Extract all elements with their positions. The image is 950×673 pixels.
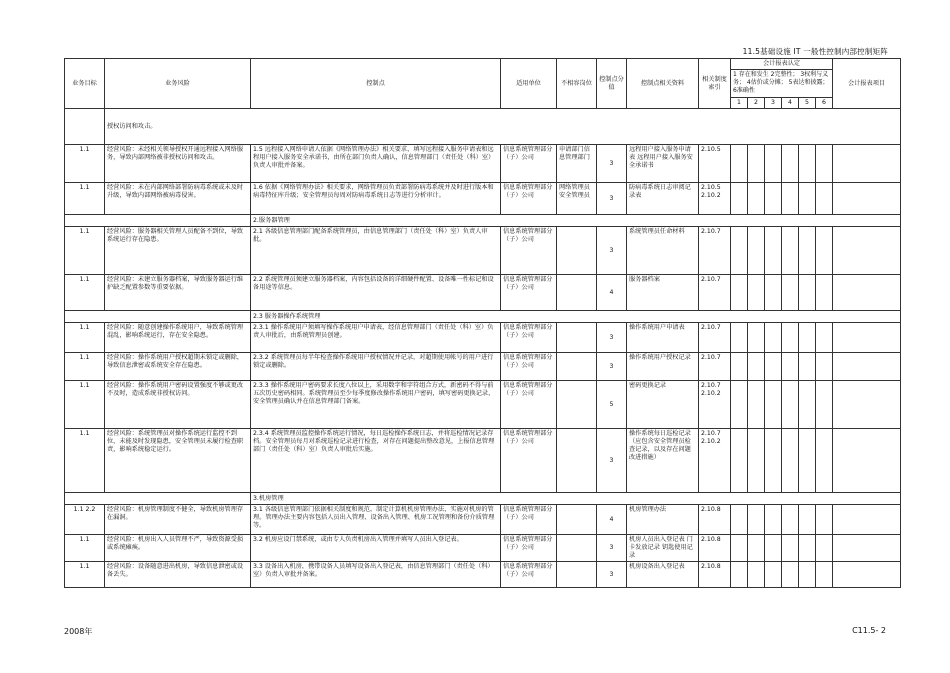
assertion-cell [748,562,765,588]
assertion-cell [731,505,748,535]
assertion-cell [816,183,833,215]
document-title: 11.5基础设施 IT 一般性控制内部控制矩阵 [742,47,888,56]
assertion-cell [782,505,799,535]
report-item-cell [833,145,901,183]
incompatible-cell [557,562,597,588]
assertion-cell [799,145,816,183]
assertion-cell [731,275,748,311]
index-cell: 2.10.7 [699,275,731,311]
header-score: 控制点分值 [597,59,627,109]
control-cell: 1.5 远程接入网络申请人依据《网络管理办法》相关要求，填写远程接入服务申请表和远程用户接入服务安全承诺书，由所在部门负责人确认，信息管理部门（责任处（科）室）负责人审批并备案。 [251,145,501,183]
materials-cell: 机房设备出入登记表 [627,562,699,588]
risk-cell: 经营风险：机房出入人员管理不严，导致资源受损或系统瘫痪。 [105,535,251,562]
assertion-cell [782,429,799,493]
objective-cell: 1.1 [65,381,105,429]
table-row [65,353,901,381]
control-matrix-table [64,58,901,588]
objective-cell: 1.1 2.2 [65,505,105,535]
risk-cell: 经营风险：未在内部网络部署防病毒系统或未及时升级，导致内部网络被病毒侵害。 [105,183,251,215]
continuation-note: 授权访问和攻击。 [105,109,901,145]
assertion-num-4: 4 [782,98,799,109]
assertion-cell [799,429,816,493]
header-control: 控制点 [251,59,501,109]
materials-cell: 系统管理员任命材料 [627,227,699,275]
materials-cell: 服务器档案 [627,275,699,311]
assertion-cell [731,145,748,183]
assertion-cell [731,183,748,215]
incompatible-cell: 网络管理员安全管理员 [557,183,597,215]
assertion-cell [765,381,782,429]
control-cell: 2.3.4 系统管理员监控操作系统运行情况，每日巡检操作系统日志，并将巡检情况记录存档。安全管理员每月对系统巡检记录进行检查，对存在问题提出整改意见，上报信息管理部门（责任处（科）室）负责人审批后实施。 [251,429,501,493]
assertion-cell [799,323,816,353]
index-cell: 2.10.7 2.10.2 [699,429,731,493]
objective-cell: 1.1 [65,562,105,588]
table-row [65,275,901,311]
index-cell: 2.10.8 [699,505,731,535]
assertion-cell [748,275,765,311]
assertion-cell [799,381,816,429]
assertion-cell [765,535,782,562]
risk-cell: 经营风险：设备随意进出机房，导致信息泄密或设备丢失。 [105,562,251,588]
report-item-cell [833,227,901,275]
index-cell: 2.10.5 [699,145,731,183]
report-item-cell [833,381,901,429]
control-cell: 2.1 各级信息管理部门配备系统管理员，由信息管理部门（责任处（科）室）负责人审批。 [251,227,501,275]
assertion-cell [782,145,799,183]
unit-cell: 信息系统管理部分（子）公司 [501,429,557,493]
score-cell: 3 [597,183,627,215]
assertion-num-5: 5 [799,98,816,109]
index-cell: 2.10.7 [699,353,731,381]
assertion-cell [765,429,782,493]
header-objective: 业务目标 [65,59,105,109]
materials-cell: 机房管理办法 [627,505,699,535]
incompatible-cell [557,227,597,275]
unit-cell: 信息系统管理部分（子）公司 [501,145,557,183]
control-cell: 1.6 依据《网络管理办法》相关要求，网络管理员负责部署防病毒系统并及时进行版本和病毒特征库升级；安全管理员每周对防病毒系统日志等进行分析审计。 [251,183,501,215]
score-cell: 3 [597,353,627,381]
assertion-cell [782,562,799,588]
assertion-cell [765,562,782,588]
report-item-cell [833,353,901,381]
materials-cell: 操作系统用户授权记录 [627,353,699,381]
assertion-cell [748,381,765,429]
assertion-cell [765,505,782,535]
control-cell: 3.2 机房应设门禁系统，或由专人负责机房出入管理并填写人员出入登记表。 [251,535,501,562]
objective-cell: 1.1 [65,429,105,493]
assertion-cell [816,145,833,183]
header-materials: 控制点相关资料 [627,59,699,109]
assertion-cell [799,353,816,381]
index-cell: 2.10.7 [699,323,731,353]
risk-cell: 经营风险：随意创建操作系统用户，导致系统管理混乱，影响系统运行，存在安全隐患。 [105,323,251,353]
unit-cell: 信息系统管理部分（子）公司 [501,183,557,215]
assertion-cell [816,227,833,275]
score-cell: 5 [597,381,627,429]
table-body [65,109,901,588]
unit-cell: 信息系统管理部分（子）公司 [501,535,557,562]
footer-year: 2008年 [64,627,93,636]
assertion-cell [748,505,765,535]
unit-cell: 信息系统管理部分（子）公司 [501,505,557,535]
incompatible-cell [557,353,597,381]
header-incompatible: 不相容岗位 [557,59,597,109]
score-cell: 3 [597,145,627,183]
report-item-cell [833,535,901,562]
assertion-cell [731,323,748,353]
score-cell: 3 [597,562,627,588]
index-cell: 2.10.5 2.10.2 [699,183,731,215]
section-row [65,311,901,323]
unit-cell: 信息系统管理部分（子）公司 [501,353,557,381]
unit-cell: 信息系统管理部分（子）公司 [501,381,557,429]
objective-cell: 1.1 [65,535,105,562]
assertion-cell [816,562,833,588]
assertion-cell [748,535,765,562]
assertion-cell [816,429,833,493]
assertion-cell [782,323,799,353]
assertion-cell [799,227,816,275]
materials-cell: 操作系统每日巡检记录（应包含安全管理员检查记录，以及存在问题改进措施） [627,429,699,493]
control-cell: 2.3.3 操作系统用户密码要求长度八位以上，采用数字和字符组合方式，新密码不得与前五次历史密码相同。系统管理员至少每季度修改操作系统用户密码，填写密码更换记录，安全管理员确认并在信息管理部门备案。 [251,381,501,429]
report-item-cell [833,275,901,311]
assertion-cell [731,353,748,381]
score-cell: 3 [597,535,627,562]
incompatible-cell [557,381,597,429]
table-row [65,183,901,215]
index-cell: 2.10.7 2.10.2 [699,381,731,429]
assertion-cell [816,323,833,353]
footer-page-code: C11.5- 2 [852,626,886,635]
assertion-num-6: 6 [816,98,833,109]
report-item-cell [833,429,901,493]
table-row [65,381,901,429]
header-assertion-group: 会计报表认定 [731,59,833,70]
section-row [65,215,901,227]
materials-cell: 远程用户接入服务申请表 远程用户接入服务安全承诺书 [627,145,699,183]
assertion-cell [782,275,799,311]
risk-cell: 经营风险：操作系统用户授权超期未锁定或删除，导致信息泄密或系统安全存在隐患。 [105,353,251,381]
score-cell: 4 [597,505,627,535]
risk-cell: 经营风险：服务器相关管理人员配备不到位，导致系统运行存在隐患。 [105,227,251,275]
control-cell: 2.3.2 系统管理员每半年检查操作系统用户授权情况并记录，对超期使用帐号的用户进行锁定或删除。 [251,353,501,381]
assertion-cell [782,183,799,215]
section-row [65,109,901,145]
header-assertion-desc: 1 存在和发生 2完整性； 3权利与义务； 4估价或分摊； 5表达和披露； 6准确性 [731,70,833,98]
report-item-cell [833,183,901,215]
assertion-cell [816,381,833,429]
incompatible-cell [557,275,597,311]
control-cell: 2.2 系统管理员须建立服务器档案，内容包括设备的详细硬件配置、设备唯一性标记和设备用途等信息。 [251,275,501,311]
section-heading: 2.3 服务器操作系统管理 [251,311,901,323]
assertion-cell [782,353,799,381]
table-row [65,227,901,275]
risk-cell: 经营风险：操作系统用户密码设置强度不够或更改不及时，造成系统非授权访问。 [105,381,251,429]
risk-cell: 经营风险：机房管理制度不健全，导致机房管理存在漏洞。 [105,505,251,535]
unit-cell: 信息系统管理部分（子）公司 [501,275,557,311]
assertion-cell [782,227,799,275]
assertion-cell [799,183,816,215]
assertion-cell [799,275,816,311]
table-row [65,562,901,588]
section-heading: 2.服务器管理 [251,215,901,227]
materials-cell: 操作系统用户申请表 [627,323,699,353]
assertion-cell [731,535,748,562]
incompatible-cell [557,429,597,493]
objective-cell: 1.1 [65,353,105,381]
assertion-cell [765,323,782,353]
risk-cell: 经营风险：未经相关领导授权开通远程接入网络服务，导致内部网络被非授权访问和攻击。 [105,145,251,183]
incompatible-cell [557,505,597,535]
assertion-cell [765,353,782,381]
score-cell: 3 [597,323,627,353]
objective-cell: 1.1 [65,275,105,311]
header-index: 相关制度索引 [699,59,731,109]
table-row [65,535,901,562]
control-cell: 3.1 各级信息管理部门依据相关制度和规范，制定计算机机房管理办法，实施对机房的管理。管理办法主要内容包括人员出入管理、设备出入管理、机房工况管理和备份介质管理等。 [251,505,501,535]
header-risk: 业务风险 [105,59,251,109]
risk-cell: 经营风险：未建立服务器档案，导致服务器运行维护缺乏配置参数等重要依据。 [105,275,251,311]
unit-cell: 信息系统管理部分（子）公司 [501,227,557,275]
materials-cell: 防病毒系统日志审阅记录表 [627,183,699,215]
objective-cell: 1.1 [65,183,105,215]
assertion-cell [765,183,782,215]
assertion-cell [765,145,782,183]
assertion-cell [816,353,833,381]
incompatible-cell [557,535,597,562]
assertion-cell [799,505,816,535]
table-header [65,59,901,109]
index-cell: 2.10.8 [699,562,731,588]
report-item-cell [833,562,901,588]
assertion-cell [748,183,765,215]
assertion-cell [799,535,816,562]
assertion-cell [748,145,765,183]
assertion-cell [816,505,833,535]
section-row [65,493,901,505]
incompatible-cell [557,323,597,353]
report-item-cell [833,323,901,353]
unit-cell: 信息系统管理部分（子）公司 [501,323,557,353]
assertion-num-3: 3 [765,98,782,109]
section-heading: 3.机房管理 [251,493,901,505]
assertion-cell [816,535,833,562]
risk-cell: 经营风险：系统管理员对操作系统运行监控不到位，未能及时发现隐患，安全管理员未履行检查职责，影响系统稳定运行。 [105,429,251,493]
assertion-cell [748,353,765,381]
assertion-num-1: 1 [731,98,748,109]
assertion-cell [782,381,799,429]
assertion-num-2: 2 [748,98,765,109]
header-report-item: 会计报表项目 [833,59,901,109]
assertion-cell [765,275,782,311]
table-row [65,429,901,493]
table-row [65,505,901,535]
assertion-cell [799,562,816,588]
assertion-cell [816,275,833,311]
header-unit: 适用单位 [501,59,557,109]
assertion-cell [731,562,748,588]
objective-cell: 1.1 [65,145,105,183]
table-row [65,323,901,353]
index-cell: 2.10.8 [699,535,731,562]
assertion-cell [731,429,748,493]
control-cell: 2.3.1 操作系统用户须填写操作系统用户申请表，经信息管理部门（责任处（科）室）负责人审批后，由系统管理员创建。 [251,323,501,353]
objective-cell: 1.1 [65,227,105,275]
materials-cell: 密码更换记录 [627,381,699,429]
control-cell: 3.3 设备出入机房，携带设备人员填写设备出入登记表，由信息管理部门（责任处（科）室）负责人审批并备案。 [251,562,501,588]
assertion-cell [748,323,765,353]
table-row [65,145,901,183]
assertion-cell [748,227,765,275]
assertion-cell [765,227,782,275]
score-cell: 4 [597,275,627,311]
assertion-cell [731,227,748,275]
assertion-cell [748,429,765,493]
score-cell: 3 [597,227,627,275]
score-cell: 3 [597,429,627,493]
unit-cell: 信息系统管理部分（子）公司 [501,562,557,588]
index-cell: 2.10.7 [699,227,731,275]
materials-cell: 机房人员出入登记表 门卡发放记录 钥匙使用记录 [627,535,699,562]
objective-cell: 1.1 [65,323,105,353]
report-item-cell [833,505,901,535]
incompatible-cell: 申请部门信息管理部门 [557,145,597,183]
assertion-cell [782,535,799,562]
assertion-cell [731,381,748,429]
